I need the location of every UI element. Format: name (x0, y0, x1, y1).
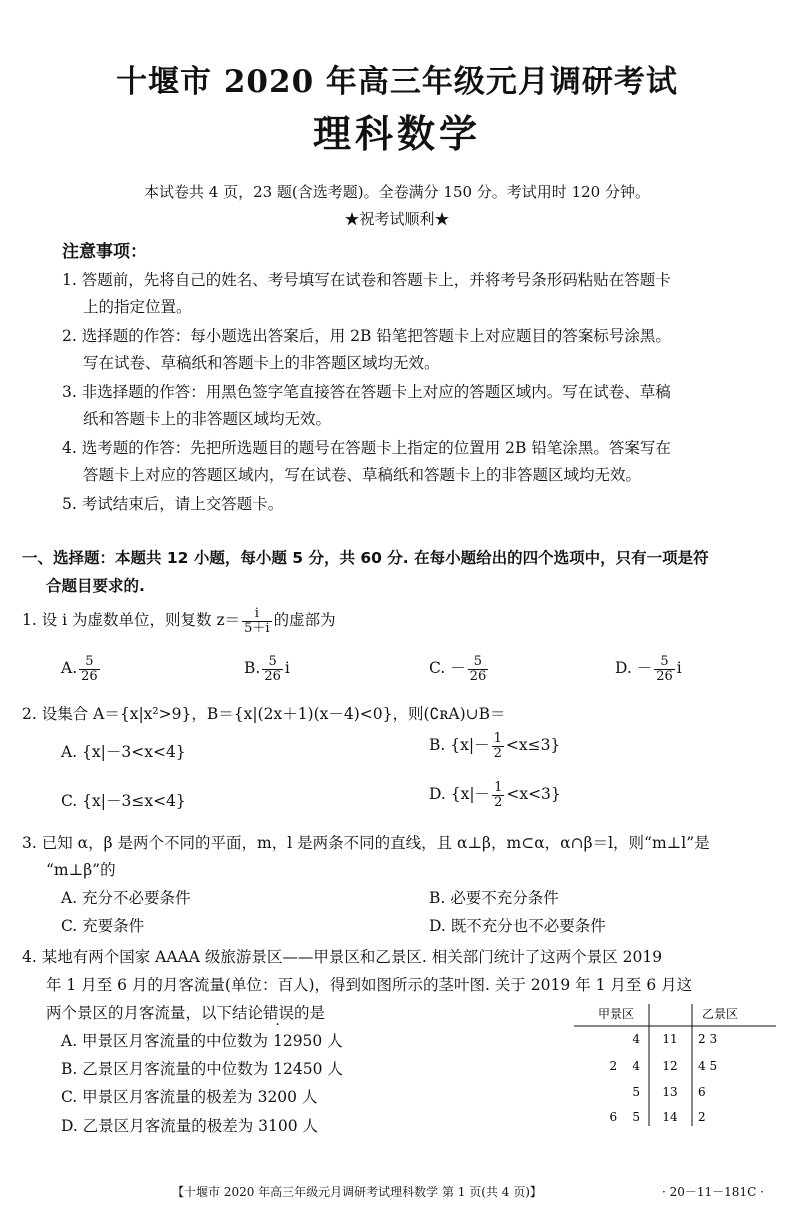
left-header: 甲景区 (598, 1007, 635, 1021)
exam-wish: ★祝考试顺利★ (344, 210, 450, 228)
right-leaf: 4 5 (698, 1059, 718, 1073)
question-1-option-c: C. － $\frac{5}{26}$ (429, 654, 487, 684)
left-leaf: 6 5 (609, 1110, 640, 1124)
question-3-option-d: D. 既不充分也不必要条件 (429, 917, 606, 935)
question-2-option-a: A. {x|－3<x<4} (61, 743, 186, 761)
exam-intro: 本试卷共 4 页，23 题(含选考题)。全卷满分 150 分。考试用时 120 分钟。 (144, 183, 650, 201)
stem: 11 (662, 1032, 678, 1046)
question-3-stem-cont: “m⊥β”的 (46, 861, 116, 879)
notes-heading: 注意事项： (62, 242, 147, 262)
paper-code: · 20－11－181C · (662, 1185, 764, 1199)
section-heading-cont: 合题目要求的. (46, 577, 145, 595)
question-4-stem-cont: 年 1 月至 6 月的月客流量(单位：百人)，得到如图所示的茎叶图. 关于 2019 年 1 月至 6 月这 (46, 976, 693, 994)
left-leaf: 4 (632, 1032, 640, 1046)
note-line: 上的指定位置。 (83, 298, 192, 316)
note-line: 1. 答题前，先将自己的姓名、考号填写在试卷和答题卡上，并将考号条形码粘贴在答题卡 (62, 271, 671, 289)
question-4-option-a: A. 甲景区月客流量的中位数为 12950 人 (61, 1032, 343, 1050)
right-header: 乙景区 (702, 1007, 739, 1021)
question-2-option-d: D. {x|－ $\frac{1}{2}$ <x<3} (429, 780, 561, 810)
question-2-option-c: C. {x|－3≤x<4} (61, 792, 186, 810)
note-line: 答题卡上对应的答题区域内，写在试卷、草稿纸和答题卡上的非答题区域均无效。 (83, 466, 642, 484)
exam-title: 十堰市 2020 年高三年级元月调研考试 (116, 64, 678, 100)
question-3-option-a: A. 充分不必要条件 (61, 889, 191, 907)
right-leaf: 6 (698, 1085, 706, 1099)
stem: 12 (662, 1059, 678, 1073)
page-footer: 【十堰市 2020 年高三年级元月调研考试理科数学 第 1 页(共 4 页)】 (172, 1185, 542, 1199)
note-line: 纸和答题卡上的非答题区域均无效。 (83, 410, 332, 428)
question-2-stem: 2. 设集合 A＝{x|x²>9}，B＝{x|(2x＋1)(x－4)<0}，则(∁ʀA)∪B＝ (22, 705, 506, 723)
right-leaf: 2 3 (698, 1032, 718, 1046)
stem: 14 (662, 1110, 678, 1124)
note-line: 5. 考试结束后，请上交答题卡。 (62, 495, 284, 513)
question-4-stem: 4. 某地有两个国家 AAAA 级旅游景区——甲景区和乙景区. 相关部门统计了这两个景区 2019 (22, 948, 663, 966)
fraction: $\frac{i}{5+i}$ (244, 606, 270, 636)
note-line: 2. 选择题的作答：每小题选出答案后，用 2B 铅笔把答题卡上对应题目的答案标号涂黑。 (62, 327, 671, 345)
note-line: 写在试卷、草稿纸和答题卡上的非答题区域均无效。 (83, 354, 440, 372)
left-leaf: 5 (632, 1085, 640, 1099)
stem: 13 (662, 1085, 678, 1099)
question-1-option-a: A. $\frac{5}{26}$ (61, 654, 98, 684)
question-1-stem: 1. 设 i 为虚数单位，则复数 z＝ $\frac{i}{5+i}$ 的虚部为 (22, 606, 336, 636)
question-1-option-d: D. － $\frac{5}{26}$ i (615, 654, 682, 684)
question-3-option-c: C. 充要条件 (61, 917, 145, 935)
right-leaf: 2 (698, 1110, 706, 1124)
question-2-option-b: B. {x|－ $\frac{1}{2}$ <x≤3} (429, 731, 561, 761)
question-1-option-b: B. $\frac{5}{26}$ i (244, 654, 290, 684)
emphasized-word: 错误 (263, 1004, 295, 1022)
note-line: 3. 非选择题的作答：用黑色签字笔直接答在答题卡上对应的答题区域内。写在试卷、草稿 (62, 383, 671, 401)
left-leaf: 2 4 (609, 1059, 640, 1073)
question-4-option-c: C. 甲景区月客流量的极差为 3200 人 (61, 1088, 318, 1106)
exam-subject: 理科数学 (312, 111, 481, 156)
question-4-option-b: B. 乙景区月客流量的中位数为 12450 人 (61, 1060, 343, 1078)
question-4-stem-cont: 两个景区的月客流量，以下结论错误的是 (46, 1004, 326, 1022)
note-line: 4. 选考题的作答：先把所选题目的题号在答题卡上指定的位置用 2B 铅笔涂黑。答案写在 (62, 439, 671, 457)
section-heading: 一、选择题：本题共 12 小题，每小题 5 分，共 60 分. 在每小题给出的四个选项中，只有一项是符 (22, 549, 709, 567)
question-4-option-d: D. 乙景区月客流量的极差为 3100 人 (61, 1117, 319, 1135)
question-3-stem: 3. 已知 α，β 是两个不同的平面，m，l 是两条不同的直线，且 α⊥β，m⊂α，α∩β＝l，则“m⊥l”是 (22, 834, 710, 852)
stem-leaf-plot (574, 998, 778, 1130)
question-3-option-b: B. 必要不充分条件 (429, 889, 559, 907)
